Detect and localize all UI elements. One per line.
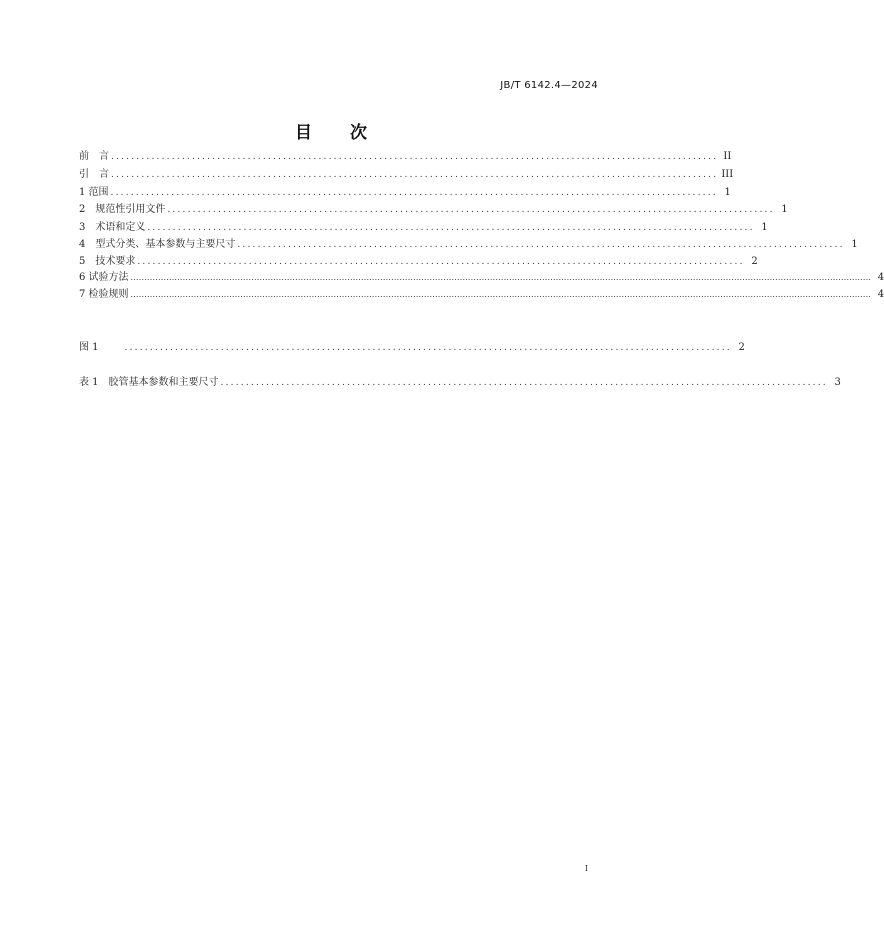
toc-entry-label: 前 言	[79, 151, 109, 162]
toc-entry-page: 1	[781, 204, 788, 215]
standard-number: JB/T 6142.4—2024	[500, 80, 598, 91]
leader-dots: ........................................................................................................................	[147, 223, 755, 233]
toc-entry-page: 1	[724, 187, 731, 198]
toc-entry-page: 2	[738, 342, 745, 353]
toc-entry-label: 1 范围	[79, 187, 109, 198]
toc-entry-normative-references[interactable]	[79, 203, 788, 217]
toc-entry-technical-requirements[interactable]	[79, 255, 758, 269]
toc-entry-label: 3 术语和定义	[79, 222, 146, 233]
toc-entry-introduction[interactable]	[79, 168, 734, 182]
leader-dots: ........................................................................................................................	[137, 257, 745, 267]
toc-entry-label: 2 规范性引用文件	[79, 204, 166, 215]
toc-entry-page: 1	[851, 239, 858, 250]
toc-entry-page: II	[723, 151, 732, 162]
toc-entry-label: 引 言	[79, 169, 109, 180]
toc-entry-page: 3	[834, 377, 841, 388]
leader-dots: ..............................................................................................................................................................................................................................................................................	[130, 273, 872, 282]
toc-entry-label: 6 试验方法	[79, 272, 129, 283]
toc-entry-foreword[interactable]	[79, 150, 732, 164]
toc-entry-test-methods[interactable]	[79, 271, 884, 285]
page-title: 目 次	[295, 123, 383, 143]
toc-figure-1[interactable]	[79, 341, 745, 355]
toc-entry-scope[interactable]	[79, 186, 731, 200]
toc-entry-page: 4	[877, 289, 884, 300]
toc-entry-page: 4	[877, 272, 884, 283]
leader-dots: ........................................................................................................................	[111, 152, 719, 162]
leader-dots: ........................................................................................................................	[124, 343, 732, 353]
leader-dots: ........................................................................................................................	[110, 188, 718, 198]
toc-entry-label: 5 技术要求	[79, 256, 136, 267]
toc-entry-label: 7 检验规则	[79, 289, 129, 300]
toc-entry-label: 表 1 胶管基本参数和主要尺寸	[79, 377, 219, 388]
toc-entry-page: III	[721, 169, 734, 180]
footer-page-number: I	[584, 864, 588, 873]
toc-entry-label: 4 型式分类、基本参数与主要尺寸	[79, 239, 236, 250]
toc-entry-type-parameters[interactable]	[79, 238, 858, 252]
toc-entry-terms-definitions[interactable]	[79, 221, 768, 235]
toc-entry-inspection-rules[interactable]	[79, 288, 884, 302]
toc-table-1[interactable]	[79, 376, 841, 390]
leader-dots: ........................................................................................................................	[220, 378, 828, 388]
toc-entry-page: 2	[751, 256, 758, 267]
leader-dots: ........................................................................................................................	[167, 205, 775, 215]
leader-dots: ........................................................................................................................	[237, 240, 845, 250]
leader-dots: ..............................................................................................................................................................................................................................................................................	[130, 290, 872, 299]
toc-entry-label: 图 1	[79, 342, 99, 353]
leader-dots: ........................................................................................................................	[111, 170, 719, 180]
toc-entry-page: 1	[761, 222, 768, 233]
